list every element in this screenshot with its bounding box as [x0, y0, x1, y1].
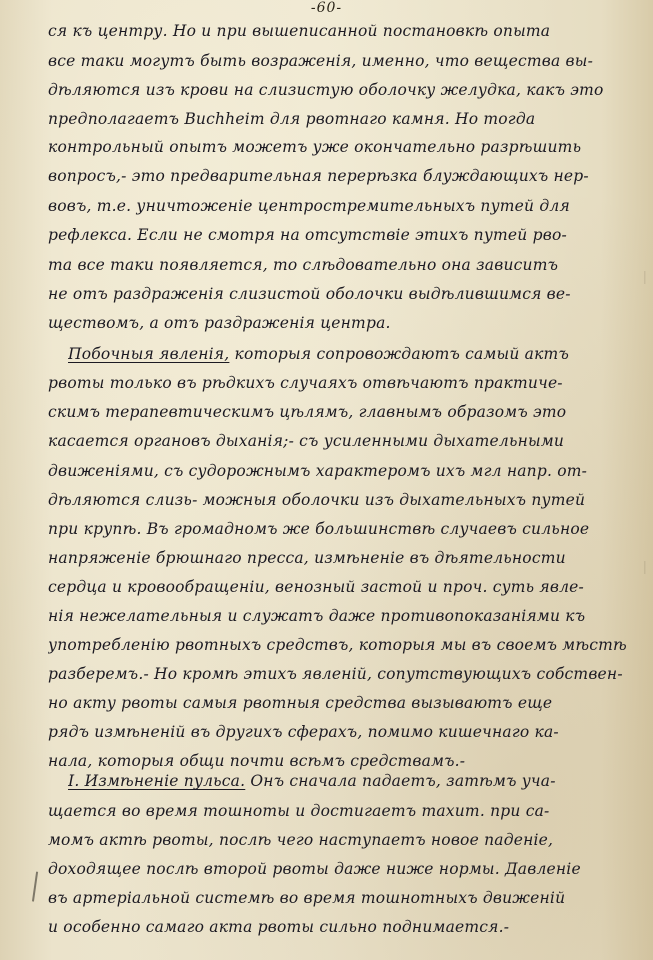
text-line: употребленію рвотныхъ средствъ, которыя мы въ своемъ мѣстѣ [48, 636, 627, 654]
text-line: при крупѣ. Въ громадномъ же большинствѣ случаевъ сильное [48, 520, 590, 538]
bleed-through-mark: | [642, 560, 647, 575]
text-line: момъ актѣ рвоты, послѣ чего наступаетъ новое паденіе, [48, 831, 554, 849]
text-line: нала, которыя общи почти всѣмъ средствамъ.- [48, 752, 466, 770]
text-line: вовъ, т.е. уничтоженіе центростремительныхъ путей для [48, 197, 570, 215]
text-line: рядъ измѣненій въ другихъ сферахъ, помимо кишечнаго ка- [48, 723, 559, 741]
text-line: дѣляются изъ крови на слизистую оболочку желудка, какъ это [48, 81, 604, 99]
text-line: вопросъ,- это предварительная перерѣзка блуждающихъ нер- [48, 167, 589, 185]
text-line: разберемъ.- Но кромѣ этихъ явленій, сопутствующихъ собствен- [48, 665, 623, 683]
line-rest: которыя сопровождаютъ самый актъ [229, 345, 569, 363]
text-line: сердца и кровообращеніи, венозный застой и проч. суть явле- [48, 578, 584, 596]
text-line: но акту рвоты самыя рвотныя средства вызываютъ еще [48, 694, 553, 712]
text-line: доходящее послѣ второй рвоты даже ниже нормы. Давленіе [48, 860, 581, 878]
text-line: рефлекса. Если не смотря на отсутствіе этихъ путей рво- [48, 226, 567, 244]
page-number: -60- [310, 0, 343, 16]
underlined-heading: Побочныя явленія, [68, 345, 230, 363]
text-line: ществомъ, а отъ раздраженія центра. [48, 314, 391, 332]
text-line: движеніями, съ судорожнымъ характеромъ ихъ мгл напр. от- [48, 462, 588, 480]
text-line: и особенно самаго акта рвоты сильно поднимается.- [48, 918, 510, 936]
text-line: касается органовъ дыханія;- съ усиленными дыхательными [48, 432, 565, 450]
text-line: все таки могутъ быть возраженія, именно, что вещества вы- [48, 52, 594, 70]
bleed-through-mark: | [642, 270, 647, 285]
text-line: въ артеріальной системѣ во время тошнотныхъ движеній [48, 889, 566, 907]
line-rest: Онъ сначала падаетъ, затѣмъ уча- [245, 772, 556, 790]
text-line: напряженіе брюшнаго пресса, измѣненіе въ дѣятельности [48, 549, 566, 567]
text-line: ся къ центру. Но и при вышеписанной постановкѣ опыта [48, 22, 551, 40]
text-line: дѣляются слизь- можныя оболочки изъ дыхательныхъ путей [48, 491, 586, 509]
text-line: предполагаетъ Buchheim для рвотнаго камня. Но тогда [48, 110, 536, 128]
text-line: нія нежелательныя и служатъ даже противопоказаніями къ [48, 607, 586, 625]
text-line: скимъ терапевтическимъ цѣлямъ, главнымъ образомъ это [48, 403, 567, 421]
text-line: не отъ раздраженія слизистой оболочки выдѣлившимся ве- [48, 285, 571, 303]
text-line: контрольный опытъ можетъ уже окончательно разрѣшить [48, 138, 582, 156]
text-line: щается во время тошноты и достигаетъ тахит. при са- [48, 802, 550, 820]
underlined-heading: I. Измѣненіе пульса. [68, 772, 246, 790]
text-line [68, 770, 640, 794]
text-line [68, 343, 640, 367]
text-line: та все таки появляется, то слѣдовательно она зависитъ [48, 256, 559, 274]
text-line: рвоты только въ рѣдкихъ случаяхъ отвѣчаютъ практиче- [48, 374, 563, 392]
margin-pencil-mark [32, 872, 44, 903]
